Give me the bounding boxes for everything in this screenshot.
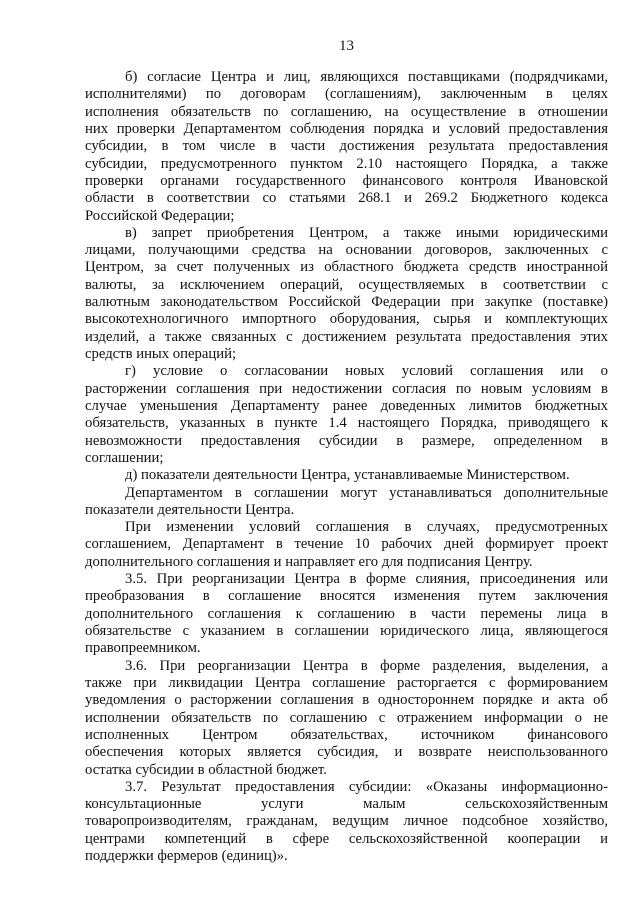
paragraph	[85, 571, 608, 658]
text-line: в) запрет приобретения Центром, а также иными юридическими	[125, 224, 608, 241]
text-line: консультационные услуги малым сельскохозяйственным	[85, 796, 608, 813]
text-line: проверки органами государственного финансового контроля Ивановской	[85, 172, 608, 189]
paragraph	[85, 363, 608, 467]
text-line: невозможности предоставления субсидии в размере, определенном в	[85, 432, 608, 449]
paragraph	[85, 658, 608, 779]
paragraph	[85, 69, 608, 225]
document-body	[85, 69, 608, 865]
text-line: г) условие о согласовании новых условий соглашения или о	[125, 363, 608, 380]
text-line: соглашении;	[85, 449, 164, 466]
text-line: дополнительного соглашения к соглашению в части перемены лица в	[85, 605, 608, 622]
text-line: Центром, за счет полученных из областного бюджета средств иностранной	[85, 259, 608, 276]
text-line: обязательстве с указанием в соглашении юридического лица, являющегося	[85, 623, 608, 639]
text-line: исполнения обязательств по соглашению, на осуществление в отношении	[85, 103, 608, 120]
text-line: высокотехнологичного импортного оборудования, сырья и комплектующих	[85, 311, 608, 328]
text-line: соглашением, Департамент в течение 10 рабочих дней формирует проект	[85, 536, 608, 553]
text-line: субсидии, в том числе в части достижения результата предоставления	[85, 138, 608, 155]
text-line: Российской Федерации;	[85, 207, 235, 224]
text-line: субсидии, предусмотренного пунктом 2.10 настоящего Порядка, а также	[85, 155, 608, 172]
text-line: дополнительного соглашения и направляет его для подписания Центру.	[85, 553, 533, 570]
text-line: расторжении соглашения при недостижении согласия по новым условиям в	[85, 380, 608, 397]
text-line: 3.5. При реорганизации Центра в форме слияния, присоединения или	[125, 571, 608, 588]
text-line: 3.6. При реорганизации Центра в форме разделения, выделения, а	[125, 657, 608, 674]
paragraph	[85, 519, 608, 571]
text-line: б) согласие Центра и лиц, являющихся поставщиками (подрядчиками,	[125, 69, 608, 85]
text-line: обеспечения которых является субсидия, и возврате неиспользованного	[85, 744, 608, 761]
text-line: обязательств, указанных в пункте 1.4 настоящего Порядка, приводящего к	[85, 415, 608, 432]
text-line: показатели деятельности Центра.	[85, 501, 295, 518]
text-line: центрами компетенций в сфере сельскохозяйственной кооперации и	[85, 830, 608, 847]
text-line: правопреемником.	[85, 640, 201, 657]
paragraph	[85, 485, 608, 520]
text-line: При изменении условий соглашения в случаях, предусмотренных	[125, 519, 608, 536]
text-line: Департаментом в соглашении могут устанавливаться дополнительные	[125, 484, 608, 501]
paragraph	[85, 779, 608, 866]
text-line: случае уменьшения Департаменту ранее доведенных лимитов бюджетных	[85, 397, 608, 414]
text-line: исполнении обязательств по соглашению с отражением информации о не	[85, 709, 608, 726]
page-number: 13	[339, 38, 354, 54]
text-line: д) показатели деятельности Центра, устанавливаемые Министерством.	[125, 467, 570, 484]
text-line: уведомления о расторжении соглашения в одностороннем порядке и акта об	[85, 692, 608, 709]
text-line: товаропроизводителям, гражданам, ведущим личное подсобное хозяйство,	[85, 813, 608, 830]
text-line: изделий, а также связанных с достижением результата предоставления этих	[85, 328, 608, 345]
text-line: исполнителями) по договорам (соглашениям), заключенным в целях	[85, 86, 608, 103]
text-line: области в соответствии со статьями 268.1 и 269.2 Бюджетного кодекса	[85, 190, 608, 207]
paragraph	[85, 467, 608, 484]
text-line: валюты, за исключением операций, осуществляемых в соответствии с	[85, 276, 608, 293]
text-line: остатка субсидии в областной бюджет.	[85, 761, 327, 778]
paragraph	[85, 225, 608, 364]
text-line: исполненных Центром обязательствах, источником финансового	[85, 726, 608, 743]
text-line: также при ликвидации Центра соглашение расторгается с формированием	[85, 674, 608, 691]
text-line: средств иных операций;	[85, 346, 237, 362]
text-line: них проверки Департаментом соблюдения порядка и условий предоставления	[85, 120, 608, 137]
text-line: валютным законодательством Российской Федерации при закупке (поставке)	[85, 294, 608, 311]
text-line: 3.7. Результат предоставления субсидии: «Оказаны информационно-	[125, 778, 608, 795]
text-line: поддержки фермеров (единиц)».	[85, 848, 288, 865]
text-line: лицами, получающими средства на основании договоров, заключенных с	[85, 242, 608, 259]
text-line: преобразования в соглашение вносятся изменения путем заключения	[85, 588, 608, 605]
